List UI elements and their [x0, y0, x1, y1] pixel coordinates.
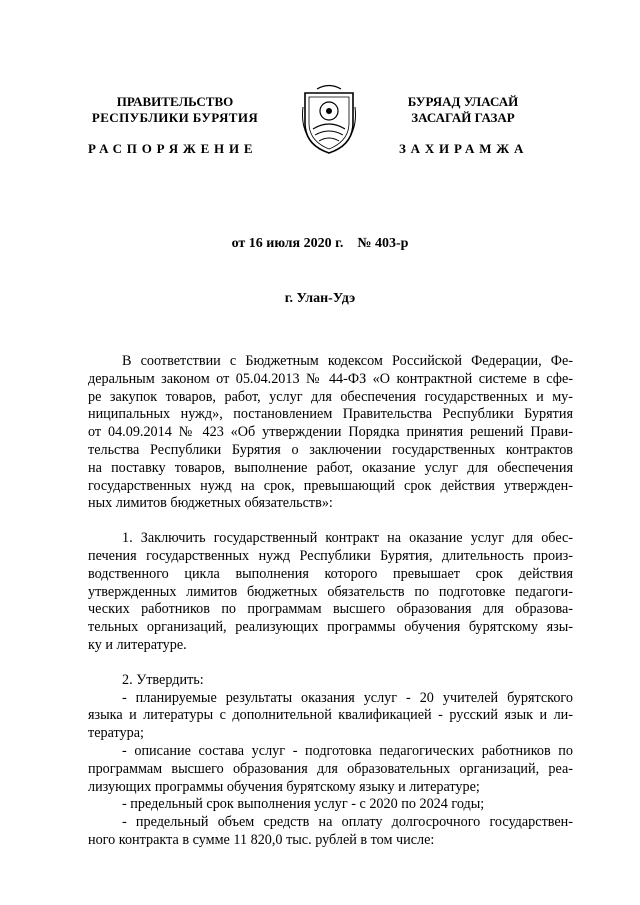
text-line: программам высшего образования для образовательных организаций, реа- [88, 760, 573, 777]
doc-type-left: РАСПОРЯЖЕНИЕ [88, 141, 258, 156]
item-1-paragraph [88, 530, 573, 655]
text-line: тература; [88, 725, 144, 742]
text-line: ного контракта в сумме 11 820,0 тыс. рублей в том числе: [88, 831, 435, 848]
date-number-line [0, 236, 640, 252]
header-left-line1: ПРАВИТЕЛЬСТВО [116, 94, 234, 109]
text-line: ре закупок товаров, работ, услуг для обеспечения государственных и му- [88, 388, 573, 405]
text-line: от 04.09.2014 № 423 «Об утверждении Порядка принятия решений Прави- [88, 424, 573, 441]
text-line: тельства Республики Бурятия о заключении государственных контрактов [88, 441, 573, 458]
text-line: печения государственных нужд Республики Бурятия, длительность произ- [88, 547, 573, 564]
text-line: В соответствии с Бюджетным кодексом Российской Федерации, Фе- [122, 353, 573, 369]
text-line: - предельный объем средств на оплату долгосрочного государствен- [122, 814, 573, 831]
header-right [368, 94, 558, 126]
text-line: государственных нужд на срок, превышающий срок действия утвержден- [88, 477, 573, 494]
preamble-paragraph [88, 353, 573, 513]
text-line: утвержденных лимитов бюджетных обязательств по подготовке педагоги- [88, 583, 573, 600]
header-left-line2: РЕСПУБЛИКИ БУРЯТИЯ [91, 110, 259, 125]
text-line: ных лимитов бюджетных обязательств»: [88, 495, 333, 512]
document-body [88, 353, 573, 850]
text-line: ческих работников по программам высшего образования для образова- [88, 601, 573, 618]
text-line: тельных организаций, реализующих программы обучения бурятскому язы- [88, 619, 573, 636]
text-line: - планируемые результаты оказания услуг - 20 учителей бурятского [122, 689, 573, 706]
text-line: ниципальных нужд», постановлением Правительства Республики Бурятия [88, 406, 573, 423]
city: г. Улан-Удэ [284, 291, 356, 306]
document-date: от 16 июля 2020 г. [231, 236, 344, 251]
header-right-line1: БУРЯАД УЛАСАЙ [407, 94, 519, 109]
item-2-title: 2. Утвердить: [122, 671, 204, 688]
item-2-paragraph [88, 672, 573, 850]
doc-type-right: ЗАХИРАМЖА [399, 141, 529, 156]
text-line: ку и литературе. [88, 636, 187, 653]
coat-of-arms-emblem [301, 83, 357, 155]
text-line: лизующих программы обучения бурятскому языку и литературе; [88, 778, 480, 795]
header-right-line2: ЗАСАГАЙ ГАЗАР [411, 110, 515, 125]
text-line: водственного цикла выполнения которого превышает срок действия [88, 565, 573, 582]
text-line: 1. Заключить государственный контракт на оказание услуг для обес- [122, 530, 573, 547]
text-line: языка и литературы с дополнительной квалификацией - русский язык и ли- [88, 707, 573, 724]
document-number: № 403-р [357, 236, 409, 251]
text-line: - описание состава услуг - подготовка педагогических работников по [122, 742, 573, 759]
text-line: деральным законом от 05.04.2013 № 44-ФЗ «О контрактной системе в сфе- [88, 370, 573, 387]
header-left [60, 94, 290, 126]
text-line: на поставку товаров, выполнение работ, оказание услуг для обеспечения [88, 459, 573, 476]
text-line: - предельный срок выполнения услуг - с 2020 по 2024 годы; [122, 796, 485, 813]
